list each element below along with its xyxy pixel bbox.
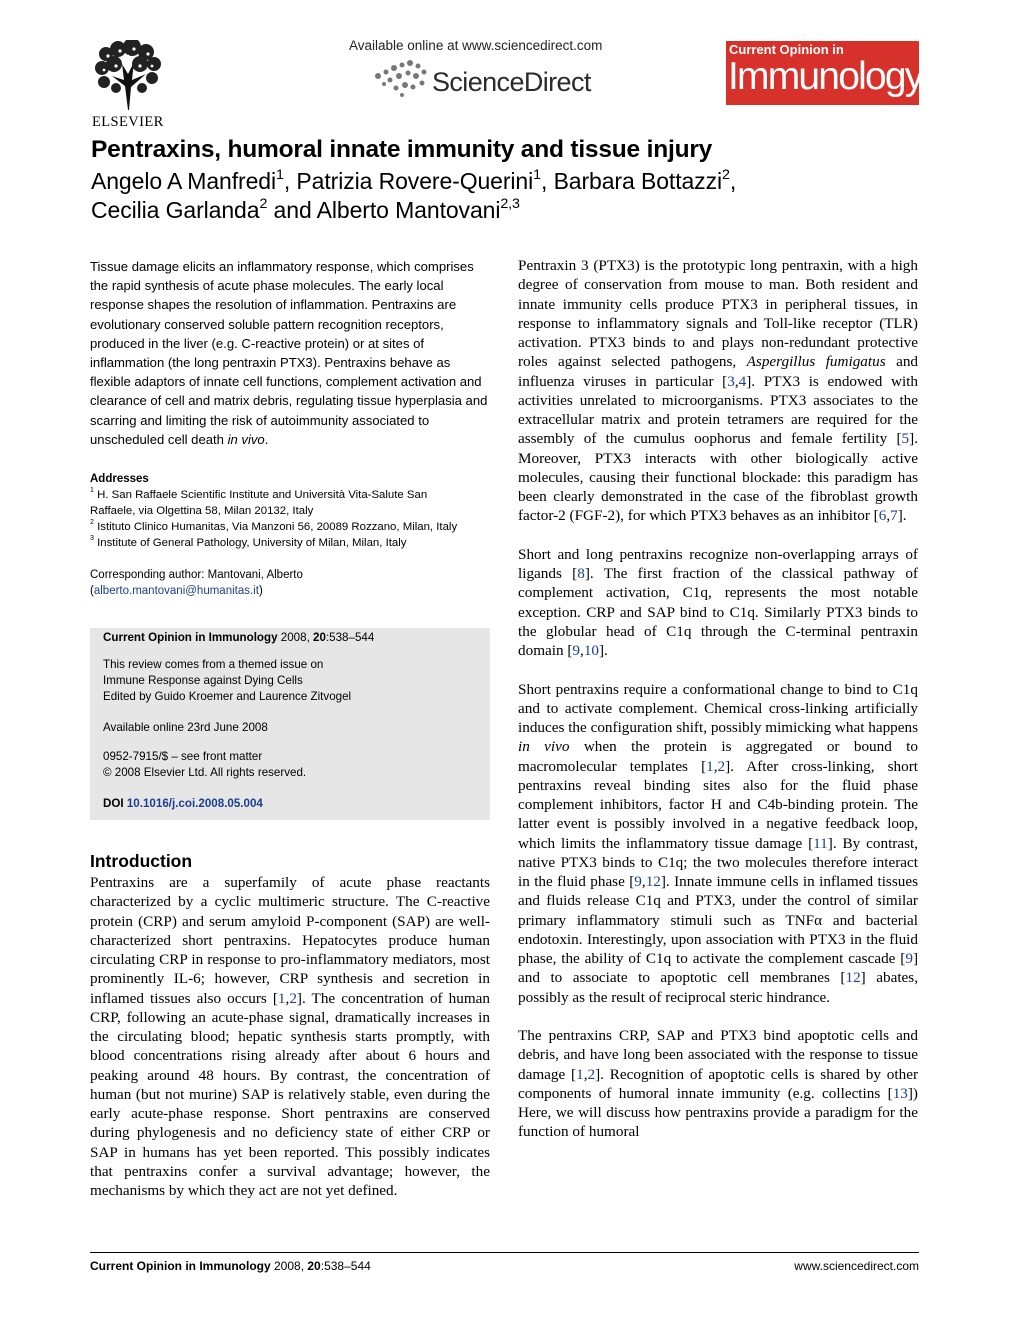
paragraph: Short pentraxins require a conformational change to bind to C1q and to activate complement. Chemical cross-linking artificially induces the configuration shift, possibly mimicking what happens in vivo when the protein is aggregated or bound to macromolecular templates [1,2]. After cross-linking, short pentraxins reveal binding sites also for the fluid phase complement inhibitors, factor H and C4b-binding protein. The latter event is possibly involved in a negative feedback loop, which limits the inflammatory tissue damage [11]. By contrast, native PTX3 binds to C1q; the two molecules therefore interact in the fluid phase [9,12]. Innate immune cells in inflamed tissues and fluids release C1q and PTX3, under the control of similar primary inflammatory stimuli such as TNFα and bacterial endotoxin. Interestingly, upon association with PTX3 in the fluid phase, the ability of C1q to activate the complement cascade [9] and to associate to apoptotic cell membranes [12] abates, possibly as the result of reciprocal steric hindrance. bbox=[518, 680, 919, 1006]
author-separator: , bbox=[729, 168, 737, 194]
address-number: 3 bbox=[90, 535, 94, 543]
author-name: Alberto Mantovani bbox=[316, 197, 501, 223]
elsevier-tree-icon bbox=[94, 40, 162, 112]
author-name: Cecilia Garlanda bbox=[91, 197, 260, 223]
citation-link[interactable]: 9 bbox=[634, 873, 642, 890]
abstract-text: Tissue damage elicits an inflammatory response, which comprises the rapid synthesis of acute phase molecules. The early local response shapes the resolution of inflammation. Pentraxins are evolutionary conserved soluble pattern recognition receptors, produced in the liver (e.g. C-reactive protein) or at sites of inflammation (the long pentraxin PTX3). Pentraxins behave as flexible adaptors of innate cell functions, complement activation and clearance of cell and matrix debris, regulating tissue hyperplasia and scarring and limiting the risk of autoimmunity associated to unscheduled cell death bbox=[90, 259, 488, 447]
address-item bbox=[90, 520, 500, 536]
author-name: Patrizia Rovere-Querini bbox=[296, 168, 534, 194]
para-text: ] and to associate to apoptotic cell membranes [ bbox=[518, 950, 918, 987]
info-issn: 0952-7915/$ – see front matter bbox=[103, 750, 263, 763]
address-item bbox=[90, 536, 500, 552]
address-item bbox=[90, 488, 500, 519]
addresses-heading: Addresses bbox=[90, 473, 149, 485]
citation-link[interactable]: 1 bbox=[277, 989, 286, 1007]
paragraph: Pentraxin 3 (PTX3) is the prototypic long pentraxin, with a high degree of conservation from mouse to man. Both resident and innate immunity cells produce PTX3 in peripheral tissues, in response to inflammatory signals and Toll-like receptor (TLR) activation. PTX3 binds to and plays non-redundant protective roles against selected pathogens, Aspergillus fumigatus and influenza viruses in particular [3,4]. PTX3 is endowed with activities unrelated to microorganisms. PTX3 associates to the extracellular matrix and protein tetramers are required for the assembly of the cumulus oophorus and female fertility [5]. Moreover, PTX3 interacts with other biologically active molecules, causing their functional blockade: this paradigm has been clearly demonstrated in the case of the fibroblast growth factor-2 (FGF-2), for which PTX3 behaves as an inhibitor [6,7]. bbox=[518, 257, 919, 525]
para-text: ]) Here, we will discuss how pentraxins provide a paradigm for the function of humoral bbox=[518, 1084, 918, 1141]
para-text: ] abates, possibly as the result of reciprocal steric hindrance. bbox=[518, 969, 918, 1006]
para-text: and influenza viruses in particular [ bbox=[518, 353, 919, 390]
footer-divider bbox=[90, 1252, 919, 1253]
corresponding-author bbox=[90, 568, 303, 599]
para-text: Pentraxin 3 (PTX3) is the prototypic long pentraxin, with a high degree of conservation from mouse to man. Both resident and innate immunity cells produce PTX3 in peripheral tissues, in response to inflammatory signals and Toll-like receptor (TLR) activation. PTX3 binds to and plays non-redundant protective roles against selected pathogens, bbox=[518, 257, 918, 371]
footer-pages: :538–544 bbox=[320, 1259, 371, 1273]
article-info-box bbox=[90, 628, 490, 820]
author-name: Barbara Bottazzi bbox=[553, 168, 722, 194]
authors-line-2 bbox=[91, 197, 520, 224]
citation-link[interactable]: 2 bbox=[717, 757, 726, 775]
paren-close: ) bbox=[258, 584, 263, 597]
author-affiliation: 2 bbox=[259, 196, 268, 213]
para-text: ]. The first fraction of the classical pathway of complement activation, C1q, represents the most notable exception. CRP and SAP bind to C1q. Similarly PTX3 binds to the globular head of C1q through the C-terminal pentraxin domain [ bbox=[518, 565, 918, 659]
authors-line-1 bbox=[91, 168, 736, 195]
info-doi bbox=[103, 796, 263, 812]
elsevier-logo bbox=[92, 40, 164, 130]
address-number: 2 bbox=[90, 519, 94, 527]
publisher-name: ELSEVIER bbox=[92, 114, 164, 130]
para-text: when the protein is aggregated or bound to macromolecular templates [ bbox=[518, 738, 918, 775]
abstract-end: . bbox=[264, 431, 269, 447]
footer-year: 2008, bbox=[274, 1259, 305, 1273]
citation-link[interactable]: 1 bbox=[706, 757, 714, 775]
para-text: ]. By contrast, native PTX3 binds to C1q; the two molecules therefore interact in the fluid phase [ bbox=[518, 834, 919, 890]
paragraph: The pentraxins CRP, SAP and PTX3 bind apoptotic cells and debris, and have long been associated with the response to tissue damage [1,2]. Recognition of apoptotic cells is shared by other components of humoral innate immunity (e.g. collectins [13]) Here, we will discuss how pentraxins provide a paradigm for the function of humoral bbox=[518, 1027, 919, 1141]
intro-text: Pentraxins are a superfamily of acute phase reactants characterized by a cyclic multimeric structure. The C-reactive protein (CRP) and serum amyloid P-component (SAP) are well-characterized short pentraxins. Hepatocytes produce human circulating CRP in response to pro-inflammatory mediators, most prominently IL-6; however, CRP synthesis and secretion in inflamed tissues also occurs [ bbox=[90, 874, 490, 1007]
available-online-text: Available online at www.sciencedirect.com bbox=[349, 38, 603, 53]
abstract bbox=[90, 257, 490, 449]
info-themed-1: This review comes from a themed issue on bbox=[103, 658, 324, 671]
info-pages: :538–544 bbox=[325, 631, 375, 644]
right-column-body bbox=[518, 256, 918, 1161]
doi-label: DOI bbox=[103, 797, 124, 810]
info-citation bbox=[103, 630, 374, 646]
address-text-continued: Raffaele, via Olgettina 58, Milan 20132, Italy bbox=[90, 504, 314, 517]
citation-link[interactable]: 12 bbox=[845, 969, 861, 987]
para-text: Short pentraxins require a conformational change to bind to C1q and to activate complement. Chemical cross-linking artificially induces the configuration shift, possibly mimicking what happens bbox=[518, 680, 918, 736]
doi-link[interactable]: 10.1016/j.coi.2008.05.004 bbox=[126, 797, 263, 810]
corresponding-label: Corresponding author: Mantovani, Alberto bbox=[90, 569, 303, 581]
corresponding-email-link[interactable]: alberto.mantovani@humanitas.it bbox=[93, 584, 259, 597]
info-available: Available online 23rd June 2008 bbox=[103, 721, 268, 734]
para-text: ]. bbox=[599, 642, 608, 659]
abstract-italic: in vivo bbox=[227, 431, 265, 447]
citation-link[interactable]: 11 bbox=[813, 834, 828, 852]
citation-link[interactable]: 6 bbox=[878, 507, 887, 525]
sciencedirect-logo bbox=[372, 58, 612, 100]
introduction-body: Pentraxins are a superfamily of acute phase reactants characterized by a cyclic multimeric structure. The C-reactive protein (CRP) and serum amyloid P-component (SAP) are well-characterized short pentraxins. Hepatocytes produce human circulating CRP in response to pro-inflammatory mediators, most prominently IL-6; however, CRP synthesis and secretion in inflamed tissues also occurs [1,2]. The concentration of human CRP, following an acute-phase signal, dramatically increases in the circulating blood; hepatic synthesis starts promptly, with blood concentrations rising already after about 6 hours and peaking around 48 hours. By contrast, the concentration of human (but not murine) SAP is relatively stable, even during the early acute-phase response. Short pentraxins are conserved during phylogenesis and no deficiency state of either CRP or SAP in humans has yet been reported. This possibly indicates that pentraxins confer a survival advantage; however, the mechanisms by which they act are not yet defined. bbox=[90, 874, 490, 1199]
para-text: ]. bbox=[897, 507, 907, 525]
citation-link[interactable]: 13 bbox=[892, 1084, 908, 1102]
footer-citation bbox=[90, 1259, 371, 1273]
info-themed-2: Immune Response against Dying Cells bbox=[103, 674, 303, 687]
citation-link[interactable]: 4 bbox=[738, 372, 747, 390]
author-affiliation: 2,3 bbox=[500, 196, 520, 213]
badge-line-2: Immunology bbox=[728, 55, 923, 98]
address-text: Istituto Clinico Humanitas, Via Manzoni 56, 20089 Rozzano, Milan, Italy bbox=[97, 521, 458, 533]
footer-volume: 20 bbox=[307, 1259, 321, 1273]
author-separator: , bbox=[540, 168, 554, 194]
info-copyright: © 2008 Elsevier Ltd. All rights reserved. bbox=[103, 766, 307, 779]
info-journal: Current Opinion in Immunology bbox=[103, 631, 278, 644]
author-affiliation: 1 bbox=[533, 167, 541, 184]
para-text: ]. Innate immune cells in inflamed tissues and fluids release C1q and PTX3, under the control of similar primary inflammatory stimuli such as TNFα and bacterial endotoxin. Interestingly, upon association with PTX3 in the fluid phase, the ability of C1q to activate the complement cascade [ bbox=[518, 873, 918, 967]
intro-text: ]. The concentration of human CRP, following an acute-phase signal, dramatically increases in the circulating blood; hepatic synthesis starts promptly, with blood concentrations rising already after about 6 hours and peaking around 48 hours. By contrast, the concentration of human (but not murine) SAP is relatively stable, even during the early acute-phase response. Short pentraxins are conserved during phylogenesis and no deficiency state of either CRP or SAP in humans has yet been reported. This possibly indicates that pentraxins confer a survival advantage; however, the mechanisms by which they act are not yet defined. bbox=[90, 989, 490, 1199]
footer-journal: Current Opinion in Immunology bbox=[90, 1259, 271, 1273]
info-volume: 20 bbox=[313, 631, 326, 644]
footer-url-link[interactable]: www.sciencedirect.com bbox=[794, 1259, 919, 1273]
para-text: Short and long pentraxins recognize non-overlapping arrays of ligands [ bbox=[518, 545, 918, 582]
author-separator: and bbox=[267, 197, 317, 223]
info-themed-3: Edited by Guido Kroemer and Laurence Zitvogel bbox=[103, 690, 352, 703]
sciencedirect-dots-icon bbox=[372, 58, 438, 100]
para-text: The pentraxins CRP, SAP and PTX3 bind apoptotic cells and debris, and have long been associated with the response to tissue damage [ bbox=[518, 1027, 918, 1083]
address-number: 1 bbox=[90, 487, 94, 495]
citation-link[interactable]: 10 bbox=[583, 642, 599, 659]
author-affiliation: 2 bbox=[722, 167, 730, 184]
citation-link[interactable]: 8 bbox=[577, 565, 585, 582]
paren-open: ( bbox=[90, 584, 94, 597]
badge-line-1: Current Opinion in bbox=[729, 42, 844, 57]
para-text: ]. PTX3 is endowed with activities unrelated to microorganisms. PTX3 associates to the extracellular matrix and protein tetramers are required for the assembly of the cumulus oophorus and female fertility [ bbox=[518, 372, 918, 448]
info-year: 2008, bbox=[280, 631, 310, 644]
author-name: Angelo A Manfredi bbox=[91, 168, 276, 194]
journal-badge bbox=[726, 41, 923, 105]
citation-link[interactable]: 9 bbox=[905, 950, 913, 967]
paragraph: Short and long pentraxins recognize non-overlapping arrays of ligands [8]. The first fraction of the classical pathway of complement activation, C1q, represents the most notable exception. CRP and SAP bind to C1q. Similarly PTX3 binds to the globular head of C1q through the C-terminal pentraxin domain [9,10]. bbox=[518, 545, 918, 659]
citation-link[interactable]: 12 bbox=[645, 873, 661, 890]
article-title: Pentraxins, humoral innate immunity and tissue injury bbox=[91, 136, 713, 163]
para-text: ]. Moreover, PTX3 interacts with other biologically active molecules, causing their functional blockade: this paradigm has been clearly demonstrated in the case of the fibroblast growth factor-2 (FGF-2), for which PTX3 behaves as an inhibitor [ bbox=[518, 430, 918, 525]
author-affiliation: 1 bbox=[275, 167, 284, 184]
citation-link[interactable]: 5 bbox=[901, 430, 910, 448]
address-text: H. San Raffaele Scientific Institute and Università Vita-Salute San bbox=[97, 489, 428, 501]
para-text: ]. After cross-linking, short pentraxins reveal binding sites also for the fluid phase complement inhibitors, factor H and C4b-binding protein. The latter event is possibly involved in a negative feedback loop, which limits the inflammatory tissue damage [ bbox=[518, 757, 918, 852]
author-separator: , bbox=[283, 168, 297, 194]
citation-link[interactable]: 2 bbox=[289, 989, 297, 1007]
citation-link[interactable]: 3 bbox=[727, 372, 735, 390]
address-text: Institute of General Pathology, University of Milan, Milan, Italy bbox=[97, 537, 407, 549]
citation-link[interactable]: 9 bbox=[572, 642, 581, 659]
species-name: Aspergillus fumigatus bbox=[746, 353, 886, 371]
italic-text: in vivo bbox=[518, 738, 570, 756]
sciencedirect-wordmark: ScienceDirect bbox=[432, 67, 591, 97]
para-text: ]. Recognition of apoptotic cells is shared by other components of humoral innate immunity (e.g. collectins [ bbox=[518, 1065, 919, 1102]
citation-link[interactable]: 2 bbox=[587, 1065, 596, 1083]
citation-link[interactable]: 7 bbox=[890, 507, 898, 525]
section-heading-introduction: Introduction bbox=[90, 851, 193, 871]
citation-link[interactable]: 1 bbox=[576, 1065, 584, 1083]
